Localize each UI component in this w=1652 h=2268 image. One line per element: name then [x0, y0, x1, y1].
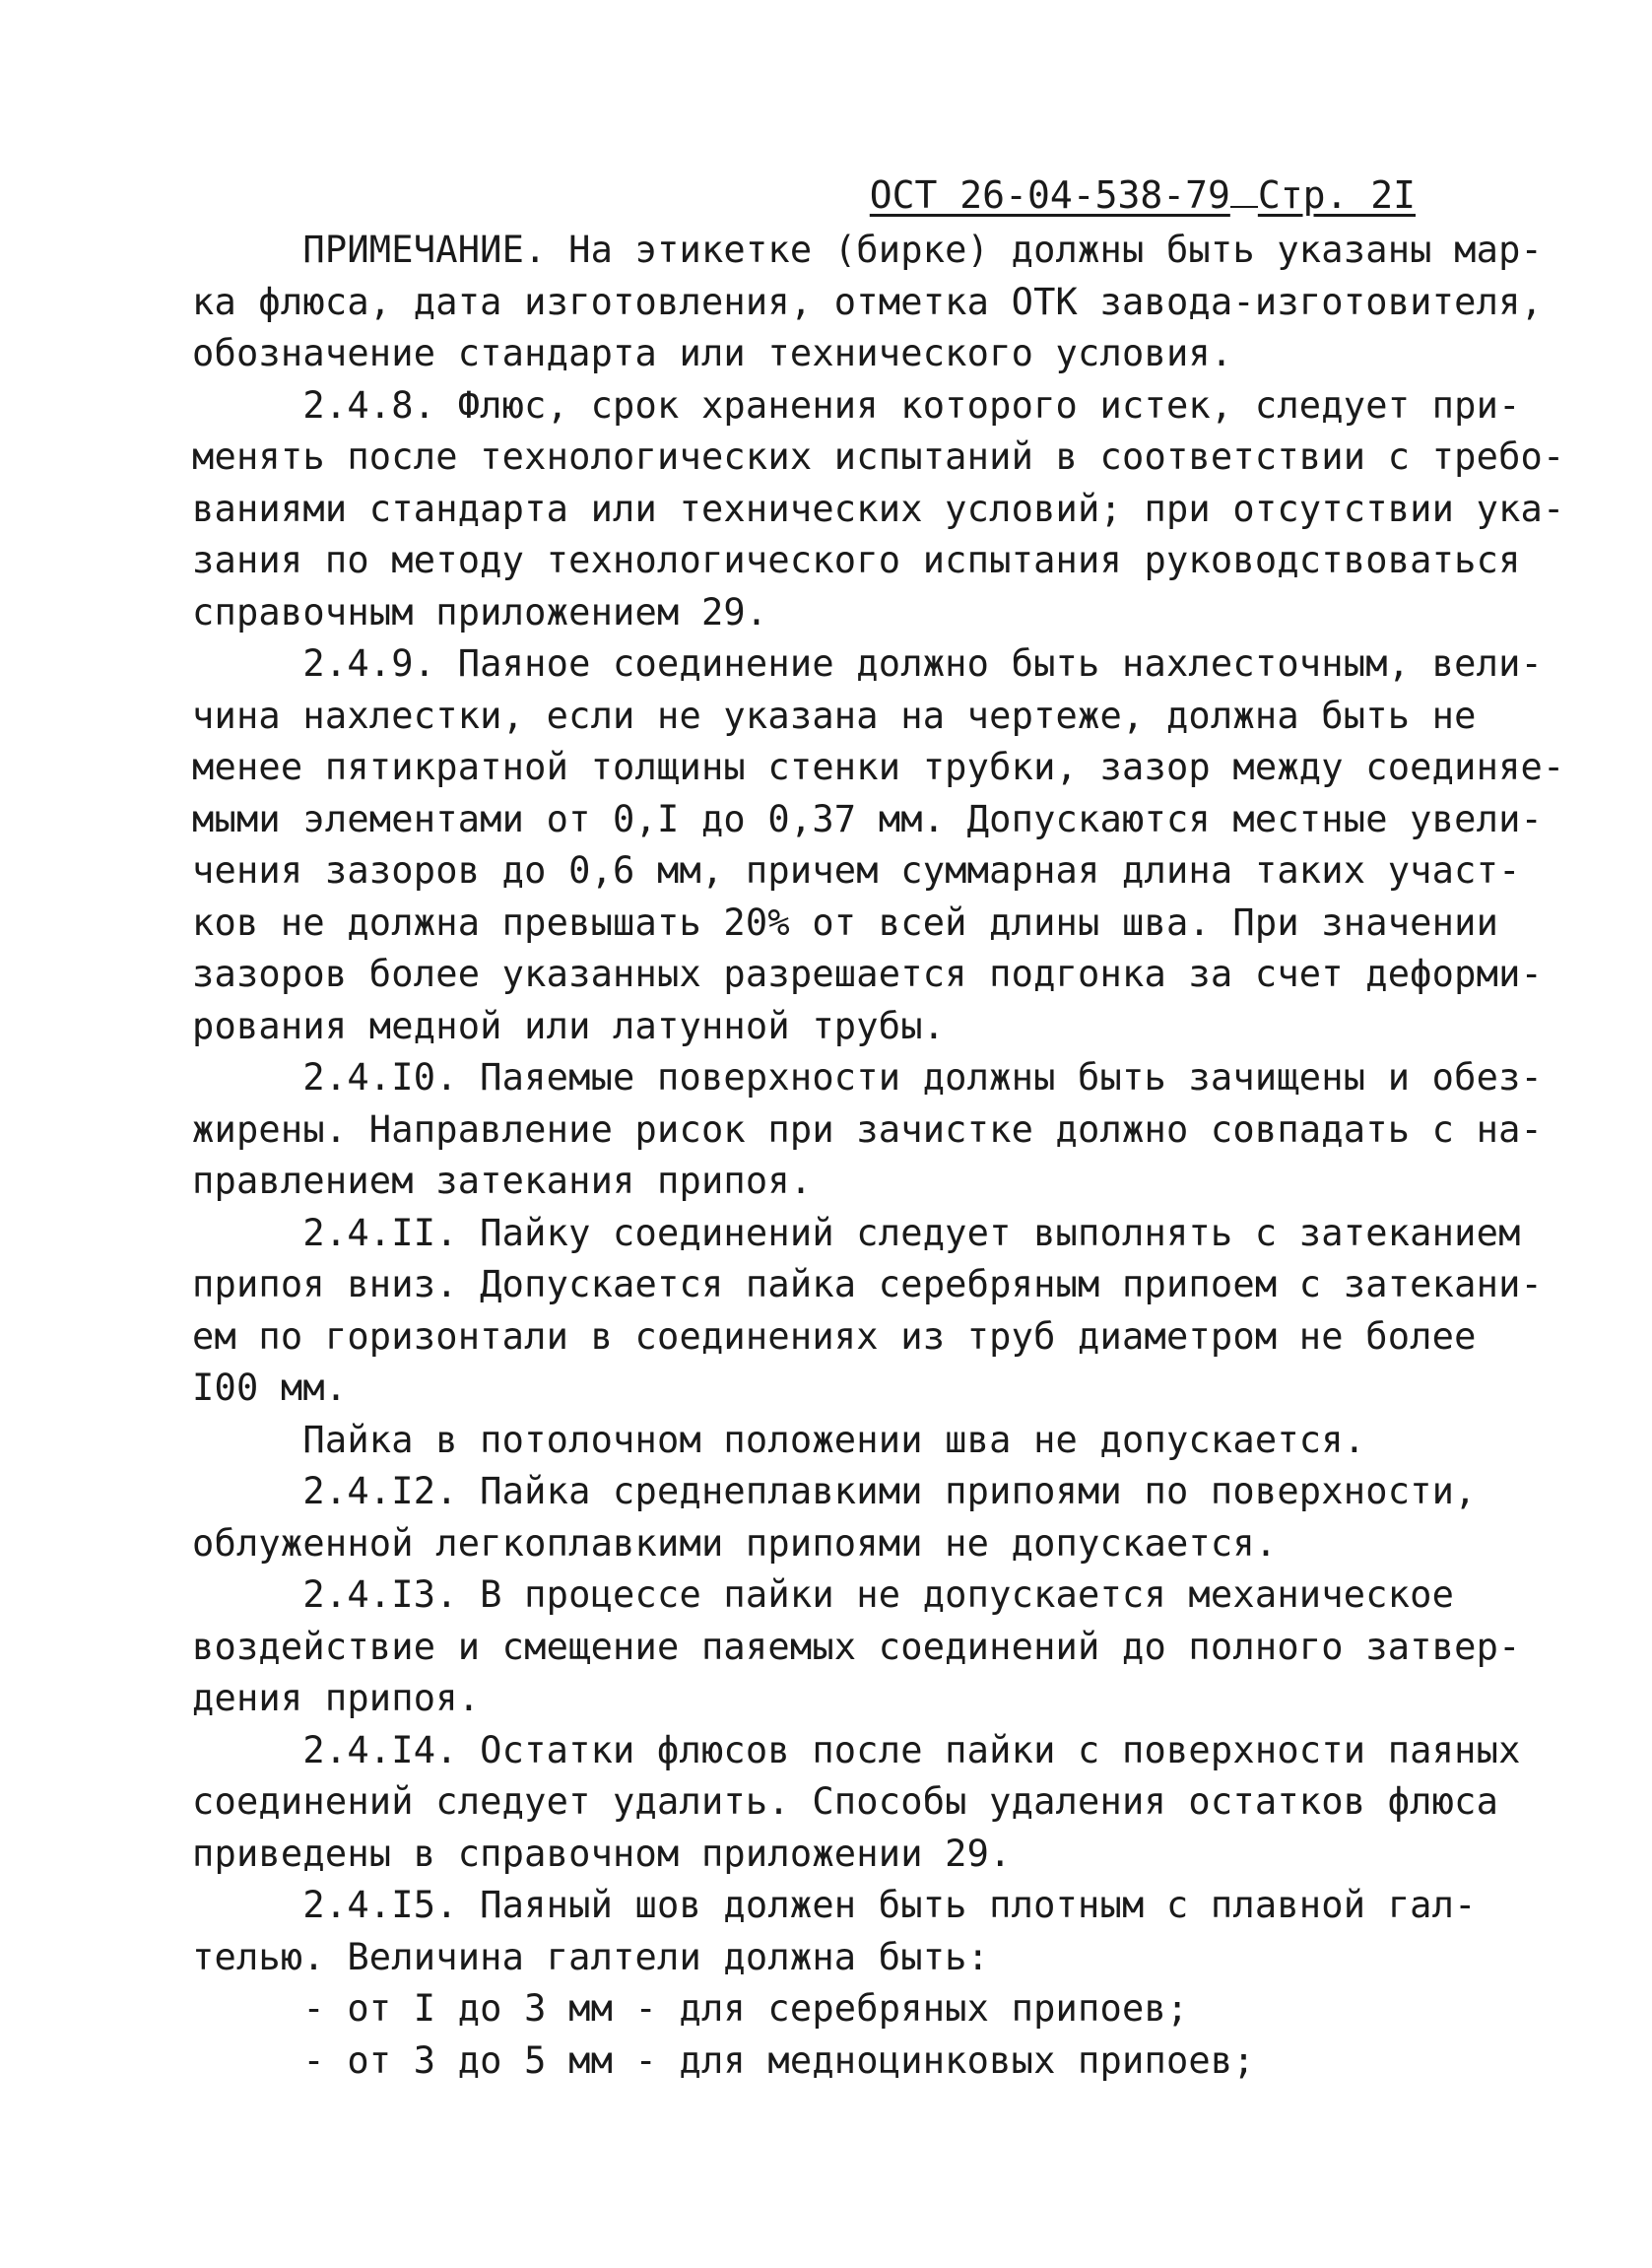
text-line: менять после технологических испытаний в соответствии с требо-: [192, 435, 1565, 478]
header-separator: [1230, 176, 1258, 208]
text-line: соединений следует удалить. Способы удаления остатков флюса: [192, 1780, 1499, 1823]
text-line: 2.4.II. Пайку соединений следует выполнять с затеканием: [192, 1211, 1521, 1254]
text-line: ков не должна превышать 20% от всей длины шва. При значении: [192, 901, 1499, 944]
text-line: - от I до 3 мм - для серебряных припоев;: [192, 1987, 1189, 2030]
text-line: жирены. Направление рисок при зачистке должно совпадать с на-: [192, 1107, 1544, 1151]
text-line: ка флюса, дата изготовления, отметка ОТК завода-изготовителя,: [192, 280, 1544, 323]
text-line: облуженной легкоплавкими припоями не допускается.: [192, 1521, 1278, 1565]
document-number: ОСТ 26-04-538-79: [869, 173, 1230, 217]
text-line: правлением затекания припоя.: [192, 1160, 813, 1202]
text-line: I00 мм.: [192, 1367, 348, 1409]
page-number: Стр. 2I: [1257, 173, 1416, 217]
text-line: телью. Величина галтели должна быть:: [192, 1935, 990, 1978]
text-line: - от 3 до 5 мм - для медноцинковых припоев;: [192, 2038, 1255, 2082]
text-line: 2.4.I4. Остатки флюсов после пайки с поверхности паяных: [192, 1728, 1521, 1771]
page-header: [870, 169, 1416, 221]
text-line: зазоров более указанных разрешается подгонка за счет деформи-: [192, 953, 1544, 995]
text-line: ем по горизонтали в соединениях из труб диаметром не более: [192, 1314, 1477, 1358]
text-line: мыми элементами от 0,I до 0,37 мм. Допускаются местные увели-: [192, 797, 1544, 840]
text-line: 2.4.I5. Паяный шов должен быть плотным с плавной гал-: [192, 1884, 1477, 1926]
text-line: Пайка в потолочном положении шва не допускается.: [192, 1418, 1366, 1461]
text-line: ПРИМЕЧАНИЕ. На этикетке (бирке) должны быть указаны мар-: [192, 229, 1544, 271]
text-line: рования медной или латунной трубы.: [192, 1004, 946, 1047]
text-line: припоя вниз. Допускается пайка серебряным припоем с затекани-: [192, 1263, 1544, 1305]
text-line: зания по методу технологического испытания руководствоваться: [192, 539, 1521, 581]
text-line: обозначение стандарта или технического условия.: [192, 332, 1233, 374]
text-line: 2.4.9. Паяное соединение должно быть нахлесточным, вели-: [192, 642, 1544, 685]
text-line: справочным приложением 29.: [192, 590, 768, 634]
text-line: дения припоя.: [192, 1677, 481, 1719]
text-line: 2.4.I0. Паяемые поверхности должны быть зачищены и обез-: [192, 1056, 1544, 1099]
text-line: 2.4.8. Флюс, срок хранения которого истек, следует при-: [192, 383, 1521, 427]
text-line: чения зазоров до 0,6 мм, причем суммарная длина таких участ-: [192, 849, 1521, 892]
text-line: 2.4.I3. В процессе пайки не допускается механическое: [192, 1573, 1455, 1616]
text-line: чина нахлестки, если не указана на чертеже, должна быть не: [192, 694, 1477, 737]
text-line: ваниями стандарта или технических условий; при отсутствии ука-: [192, 487, 1565, 530]
text-line: менее пятикратной толщины стенки трубки, зазор между соединяе-: [192, 746, 1565, 788]
document-body: [192, 225, 1565, 2087]
text-line: приведены в справочном приложении 29.: [192, 1832, 1012, 1875]
text-line: 2.4.I2. Пайка среднеплавкими припоями по поверхности,: [192, 1470, 1477, 1512]
text-line: воздействие и смещение паяемых соединений до полного затвер-: [192, 1625, 1521, 1668]
